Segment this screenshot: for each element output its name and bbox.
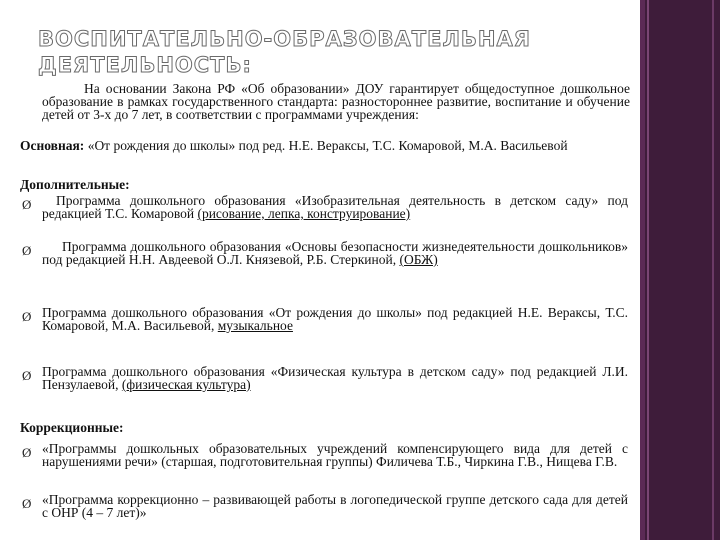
correction-item: «Программа коррекционно – развивающей работы в логопедической группе детского сада для детей с ОНР (4 – 7 лет)» [42, 492, 628, 520]
additional-item-text: Программа дошкольного образования «Физическая культура в детском саду» под редакцией Л.И. Пензулаевой, [42, 364, 628, 392]
additional-item-text: Программа дошкольного образования «От рождения до школы» под редакцией Н.Е. Вераксы, Т.С. Комаровой, М.А. Васильевой, [42, 305, 628, 333]
additional-item-note: (ОБЖ) [399, 252, 438, 267]
bullet-arrow-icon: Ø [22, 309, 32, 324]
sidebar-stripe [647, 0, 649, 540]
additional-item-note: (физическая культура) [121, 377, 251, 392]
additional-item [42, 306, 628, 332]
additional-item-note: музыкальное [217, 318, 293, 333]
correction-heading: Коррекционные: [20, 420, 124, 435]
additional-item-text: Программа дошкольного образования «Изобразительная деятельность в детском саду» под редакцией Т.С. Комаровой [42, 193, 628, 221]
decorative-sidebar [640, 0, 720, 540]
additional-item [42, 194, 628, 220]
correction-item: «Программы дошкольных образовательных учреждений компенсирующего вида для детей с нарушениями речи» (старшая, подготовительная группы) Филичева Т.Б., Чиркина Г.В., Нищева Г.В. [42, 441, 628, 469]
bullet-arrow-icon: Ø [22, 445, 32, 460]
bullet-arrow-icon: Ø [22, 243, 32, 258]
additional-heading: Дополнительные: [20, 177, 130, 192]
sidebar-border [640, 0, 645, 540]
slide-title: ВОСПИТАТЕЛЬНО-ОБРАЗОВАТЕЛЬНАЯ ДЕЯТЕЛЬНОСТЬ: [38, 27, 531, 77]
sidebar-stripe [712, 0, 714, 540]
bullet-arrow-icon: Ø [22, 496, 32, 511]
intro-paragraph: На основании Закона РФ «Об образовании» ДОУ гарантирует общедоступное дошкольное образование в рамках государственного стандарта: разностороннее развитие, воспитание и обучение детей от 3-х до 7 лет, в соответствии с программами учреждения: [42, 81, 630, 122]
additional-item-text: Программа дошкольного образования «Основы безопасности жизнедеятельности дошкольников» под редакцией Н.Н. Авдеевой О.Л. Князевой, Р.Б. Стеркиной, [42, 239, 628, 267]
main-program [20, 139, 628, 152]
main-program-label: Основная: [20, 138, 85, 153]
additional-item [42, 240, 628, 266]
bullet-arrow-icon: Ø [22, 197, 32, 212]
main-program-text: «От рождения до школы» под ред. Н.Е. Вераксы, Т.С. Комаровой, М.А. Васильевой [87, 138, 568, 153]
additional-item-note: (рисование, лепка, конструирование) [197, 206, 411, 221]
bullet-arrow-icon: Ø [22, 368, 32, 383]
additional-item [42, 365, 628, 391]
